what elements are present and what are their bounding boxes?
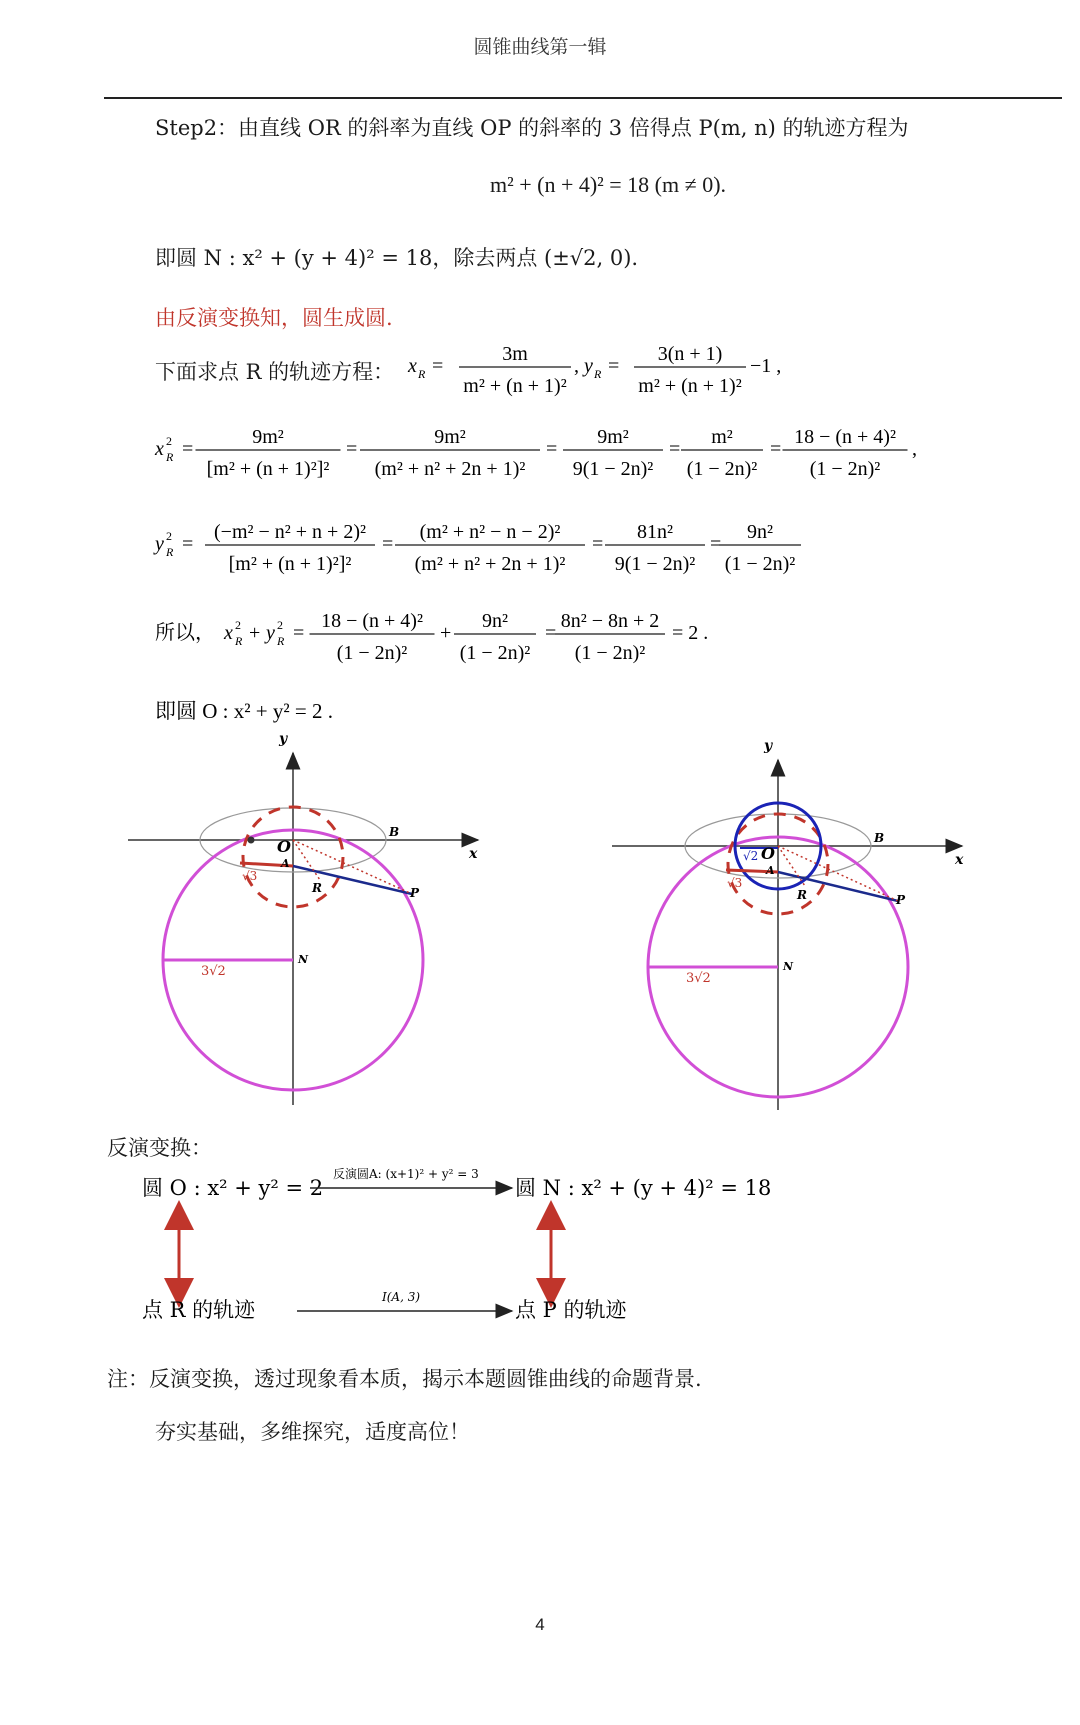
comma: , xyxy=(574,355,579,377)
frac-sum-2-num: 9n² xyxy=(482,610,508,632)
frac-yR2-3-den: 9(1 − 2n)² xyxy=(614,553,696,575)
yR2-sub: R xyxy=(166,545,174,559)
label-O-left: O xyxy=(277,837,291,856)
label-A-right: A xyxy=(766,864,775,877)
page-number: 4 xyxy=(535,1615,545,1634)
page-header-title: 圆锥曲线第一辑 xyxy=(473,36,607,58)
inv-arrow2-label: I(A, 3) xyxy=(382,1290,421,1304)
xR-lhs: x xyxy=(408,355,417,377)
label-sqrt3-left: √3 xyxy=(242,869,258,883)
comma: , xyxy=(912,438,917,460)
yR-sub: R xyxy=(594,367,602,381)
figure-left xyxy=(128,731,478,1105)
label-A-left: A xyxy=(281,857,290,870)
frac-xR2-4-den: (1 − 2n)² xyxy=(686,458,758,480)
inv-circle-N: 圆 N : x² + (y + 4)² = 18 xyxy=(515,1176,772,1200)
frac-xR-num: 3m xyxy=(502,343,528,365)
point-left-x xyxy=(248,837,255,844)
line-OP-left xyxy=(293,840,412,894)
eq-sign: = xyxy=(592,533,604,555)
eq-sign: = xyxy=(182,438,194,460)
frac-xR2-2-den: (m² + n² + 2n + 1)² xyxy=(374,458,526,480)
label-O-right: O xyxy=(761,844,775,863)
eq-sign: = xyxy=(710,533,722,555)
circle-N-line: 即圆 N : x² + (y + 4)² = 18，除去两点 (±√2, 0). xyxy=(155,246,639,270)
label-B-left: B xyxy=(389,825,400,839)
eq-sign: = xyxy=(546,438,558,460)
inv-locus-R: 点 R 的轨迹 xyxy=(142,1298,256,1322)
frac-xR2-4-num: m² xyxy=(711,426,733,448)
motto-line: 夯实基础，多维探究，适度高位！ xyxy=(155,1420,470,1444)
eq-sign: = xyxy=(346,438,358,460)
yR2-sup: 2 xyxy=(166,529,172,543)
label-rN-right: 3√2 xyxy=(686,971,711,986)
line-OR-left xyxy=(293,840,320,880)
frac-yR2-4-num: 9n² xyxy=(747,521,773,543)
frac-sum-1-num: 18 − (n + 4)² xyxy=(321,610,423,632)
circle-O-line: 即圆 O : x² + y² = 2 . xyxy=(155,699,334,723)
sum-x-sup: 2 xyxy=(235,618,241,632)
label-R-right: R xyxy=(797,888,807,902)
frac-xR2-5-den: (1 − 2n)² xyxy=(809,458,881,480)
label-y-left: y xyxy=(279,731,288,747)
eq-sign: = xyxy=(293,622,305,644)
frac-xR2-5-num: 18 − (n + 4)² xyxy=(794,426,896,448)
label-N-right: N xyxy=(783,960,794,973)
label-B-right: B xyxy=(874,831,885,845)
label-P-left: P xyxy=(410,886,420,900)
frac-xR2-1-den: [m² + (n + 1)²]² xyxy=(206,458,330,480)
eq-sign: = xyxy=(545,622,557,644)
sum-y: y xyxy=(266,622,275,644)
eq-sign: = xyxy=(382,533,394,555)
label-P-right: P xyxy=(896,893,906,907)
xR2-sup: 2 xyxy=(166,434,172,448)
frac-yR2-4-den: (1 − 2n)² xyxy=(724,553,796,575)
label-sqrt3-right: √3 xyxy=(727,876,743,890)
yR2-lhs: y xyxy=(155,533,164,555)
inv-arrow-label: 反演圆A: (x+1)² + y² = 3 xyxy=(333,1167,479,1181)
label-rN-left: 3√2 xyxy=(201,964,226,979)
frac-xR-den: m² + (n + 1)² xyxy=(463,375,567,397)
eq-sign: = xyxy=(770,438,782,460)
sum-y-sub: R xyxy=(277,634,285,648)
frac-sum-1-den: (1 − 2n)² xyxy=(336,642,408,664)
frac-xR2-2-num: 9m² xyxy=(434,426,466,448)
plus: + xyxy=(440,622,452,644)
eq-sign: = xyxy=(432,355,444,377)
yR-tail: −1 , xyxy=(750,355,782,377)
frac-yR2-3-num: 81n² xyxy=(637,521,673,543)
step2-line: Step2：由直线 OR 的斜率为直线 OP 的斜率的 3 倍得点 P(m, n) 的轨迹方程为 xyxy=(155,116,909,140)
sum-x-sub: R xyxy=(235,634,243,648)
line-OP-right xyxy=(778,846,898,901)
locus-equation: m² + (n + 4)² = 18 (m ≠ 0). xyxy=(490,172,727,197)
figure-right xyxy=(612,738,964,1110)
inversion-title: 反演变换： xyxy=(107,1136,212,1160)
label-x-right: x xyxy=(955,852,964,868)
xR2-lhs: x xyxy=(155,438,164,460)
equation-block xyxy=(153,343,917,723)
inversion-diagram xyxy=(142,1166,771,1322)
sum-prefix: 所以， xyxy=(155,622,215,644)
xR2-sub: R xyxy=(166,450,174,464)
inv-locus-P: 点 P 的轨迹 xyxy=(515,1298,627,1322)
frac-yR2-2-num: (m² + n² − n − 2)² xyxy=(419,521,561,543)
inv-circle-O: 圆 O : x² + y² = 2 xyxy=(142,1176,324,1200)
sum-result: = 2 . xyxy=(672,622,709,644)
xR-sub: R xyxy=(418,367,426,381)
frac-yR-num: 3(n + 1) xyxy=(657,343,723,365)
plus: + xyxy=(249,622,261,644)
eq-sign: = xyxy=(608,355,620,377)
eq-sign: = xyxy=(669,438,681,460)
eq-sign: = xyxy=(182,533,194,555)
sum-x: x xyxy=(224,622,233,644)
label-R-left: R xyxy=(312,881,322,895)
sum-y-sup: 2 xyxy=(277,618,283,632)
find-R-line: 下面求点 R 的轨迹方程： xyxy=(155,360,395,384)
label-sqrt2-right: √2 xyxy=(743,849,759,863)
line-OR-right xyxy=(778,846,805,886)
frac-xR2-3-den: 9(1 − 2n)² xyxy=(572,458,654,480)
frac-sum-3-num: 8n² − 8n + 2 xyxy=(560,610,660,632)
frac-sum-3-den: (1 − 2n)² xyxy=(574,642,646,664)
frac-sum-2-den: (1 − 2n)² xyxy=(459,642,531,664)
frac-xR2-1-num: 9m² xyxy=(252,426,284,448)
frac-yR2-1-den: [m² + (n + 1)²]² xyxy=(228,553,352,575)
label-x-left: x xyxy=(469,846,478,862)
label-y-right: y xyxy=(764,738,773,754)
frac-xR2-3-num: 9m² xyxy=(597,426,629,448)
note-line: 注：反演变换，透过现象看本质，揭示本题圆锥曲线的命题背景. xyxy=(107,1367,702,1391)
frac-yR2-1-num: (−m² − n² + n + 2)² xyxy=(214,521,366,543)
frac-yR-den: m² + (n + 1)² xyxy=(638,375,742,397)
label-N-left: N xyxy=(298,953,309,966)
yR-lhs: y xyxy=(584,355,593,377)
frac-yR2-2-den: (m² + n² + 2n + 1)² xyxy=(414,553,566,575)
red-note: 由反演变换知，圆生成圆. xyxy=(155,306,393,330)
